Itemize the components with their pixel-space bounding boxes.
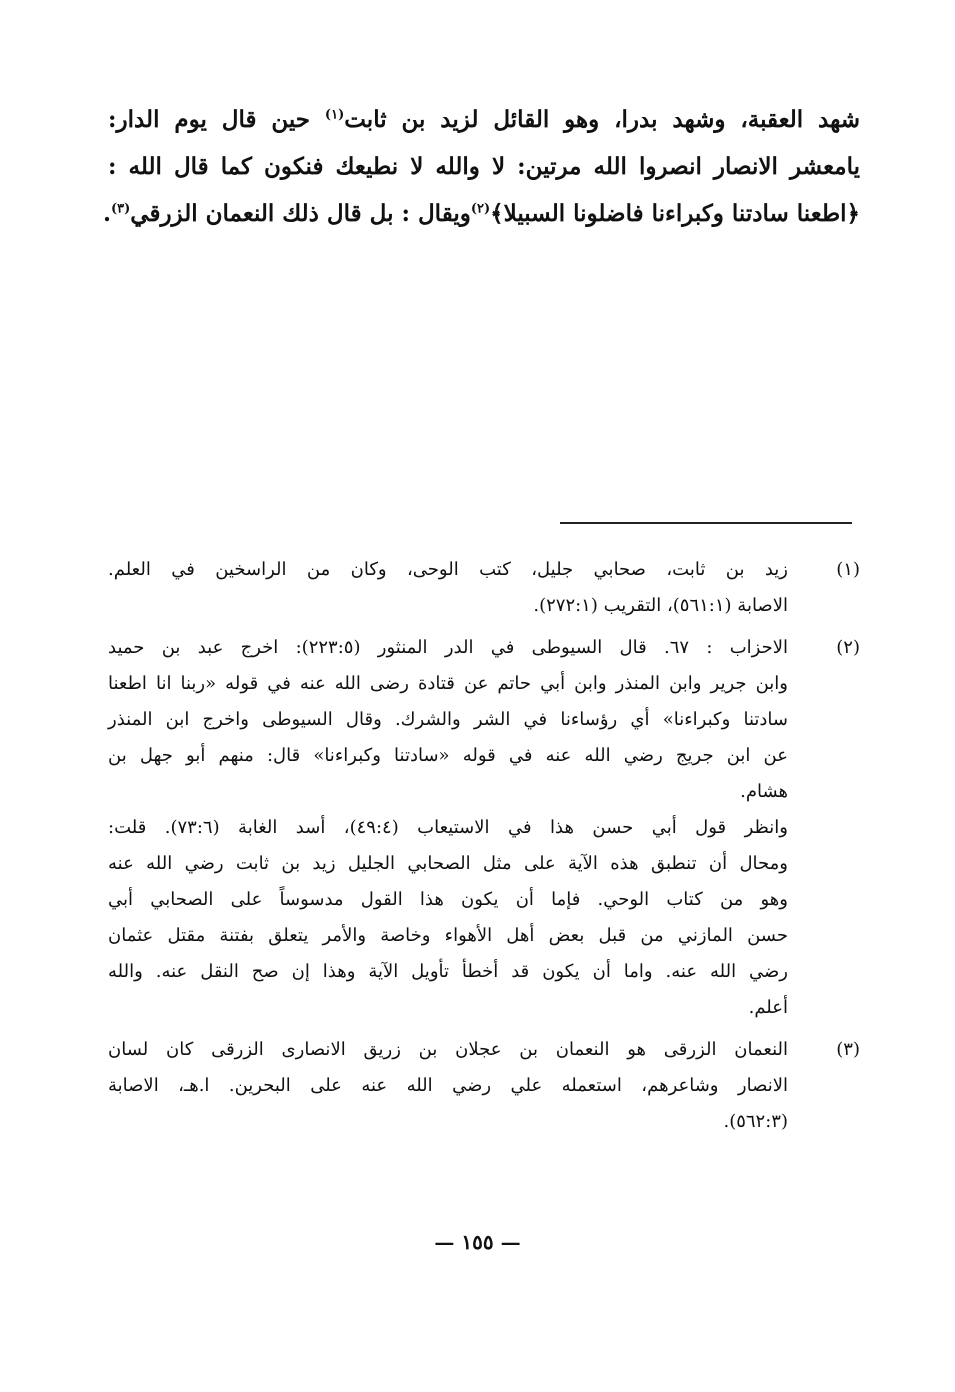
footnote-body bbox=[108, 552, 788, 624]
footnote-line: عن ابن جريج رضي الله عنه في قوله «سادتنا وكبراءنا» قال: منهم أبو جهل بن bbox=[108, 745, 788, 766]
main-text-line: يامعشر الانصار انصروا الله مرتين: لا والله لا نطيعك فنكون كما قال الله : bbox=[108, 153, 860, 180]
footnote-3 bbox=[108, 1032, 860, 1140]
footnote-line: (٥٦٢:٣). bbox=[723, 1111, 788, 1132]
main-text-line: ﴿اطعنا سادتنا وكبراءنا فاضلونا السبيلا﴾$^{(٢)}$ويقال : بل قال ذلك النعمان الزرقي$^{(٣)}$. bbox=[102, 200, 860, 227]
footnote-separator bbox=[560, 522, 852, 524]
footnote-2 bbox=[108, 630, 860, 1026]
footnote-line: وانظر قول أبي حسن هذا في الاستيعاب (٤٩:٤)، أسد الغابة (٧٣:٦). قلت: bbox=[108, 817, 788, 838]
footnote-line: وابن جرير وابن المنذر وابن أبي حاتم عن قتادة رضى الله عنه في قوله «ربنا انا اطعنا bbox=[108, 673, 788, 694]
footnote-line: سادتنا وكبراءنا» أي رؤساءنا في الشر والشرك. وقال السيوطى واخرج ابن المنذر bbox=[108, 709, 788, 730]
footnote-ref[interactable]: (٣) bbox=[110, 201, 131, 217]
page-number: — ١٥٥ — bbox=[434, 1230, 521, 1254]
footnote-line: الانصار وشاعرهم، استعمله علي رضي الله عنه على البحرين. ا.هـ، الاصابة bbox=[108, 1075, 788, 1096]
main-text-line: شهد العقبة، وشهد بدرا، وهو القائل لزيد بن ثابت$^{(١)}$ حين قال يوم الدار: bbox=[108, 106, 861, 133]
footnote-line: أعلم. bbox=[748, 997, 788, 1018]
footnote-line: رضي الله عنه. واما أن يكون قد أخطأ تأويل الآية وهذا إن صح النقل عنه. والله bbox=[108, 961, 788, 982]
footnote-line: ومحال أن تنطبق هذه الآية على مثل الصحابي الجليل زيد بن ثابت رضي الله عنه bbox=[108, 853, 788, 874]
footnote-line: هشام. bbox=[740, 781, 788, 802]
footnote-line: وهو من كتاب الوحي. فإما أن يكون هذا القول مدسوساً على الصحابي أبي bbox=[108, 889, 788, 910]
footnote-ref[interactable]: (٢) bbox=[470, 201, 491, 217]
footnote-number: (١) bbox=[836, 559, 860, 580]
footnote-number: (٣) bbox=[836, 1039, 860, 1060]
footnote-line: حسن المازني من قبل بعض أهل الأهواء وخاصة والأمر يتعلق بفتنة مقتل عثمان bbox=[108, 925, 788, 946]
main-text bbox=[102, 96, 861, 237]
footnote-1 bbox=[108, 552, 860, 624]
footnote-body bbox=[108, 1032, 788, 1140]
footnote-line: الاصابة (٥٦١:١)، التقريب (٢٧٢:١). bbox=[533, 595, 788, 616]
footnote-line: زيد بن ثابت، صحابي جليل، كتب الوحى، وكان من الراسخين في العلم. bbox=[108, 559, 788, 580]
footnotes bbox=[108, 552, 860, 1146]
footnote-line: الاحزاب : ٦٧. قال السيوطى في الدر المنثور (٢٢٣:٥): اخرج عبد بن حميد bbox=[108, 637, 789, 658]
footnote-ref[interactable]: (١) bbox=[324, 107, 345, 123]
footnote-number: (٢) bbox=[836, 637, 860, 658]
footnote-body bbox=[108, 630, 788, 1026]
footnote-line: النعمان الزرقى هو النعمان بن عجلان بن زريق الانصارى الزرقى كان لسان bbox=[108, 1039, 788, 1060]
